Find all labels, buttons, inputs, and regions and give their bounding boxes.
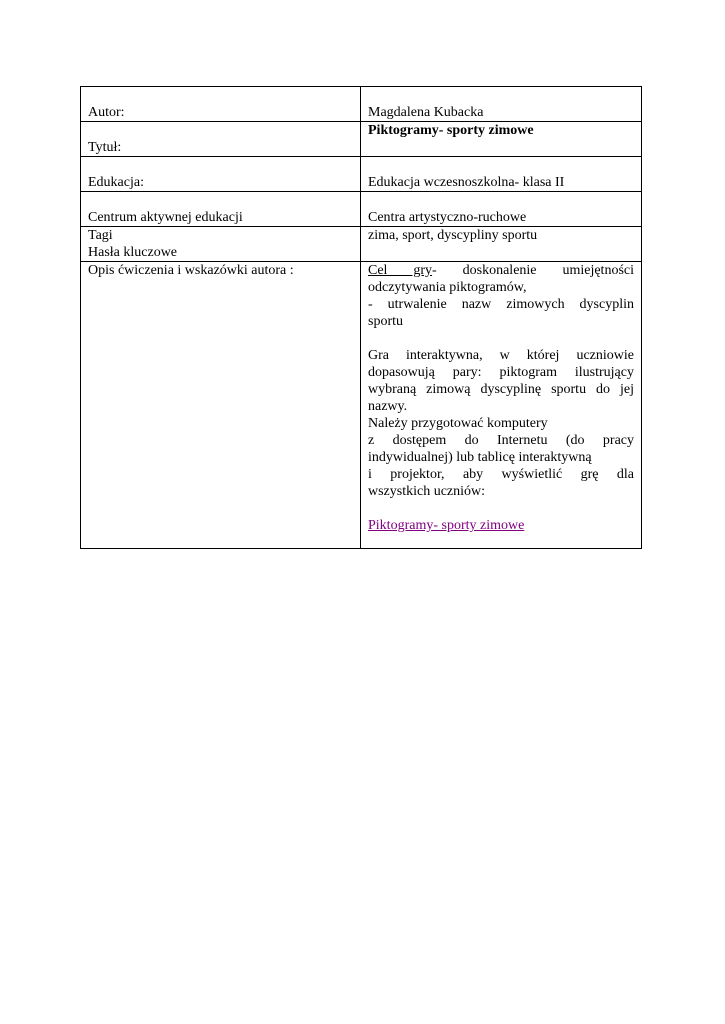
keywords-label: Hasła kluczowe bbox=[88, 245, 178, 260]
title-value: Piktogramy- sporty zimowe bbox=[368, 123, 534, 138]
tags-label: Tagi bbox=[88, 228, 113, 243]
game-line-2: dopasowują pary: piktogram ilustrujący bbox=[368, 365, 634, 380]
game-line-4: nazwy. bbox=[368, 399, 408, 414]
prep-line-3: indywidualnej) lub tablicę interaktywną bbox=[368, 450, 592, 465]
table-row-description bbox=[81, 262, 642, 549]
tags-value-cell bbox=[361, 227, 642, 262]
author-label: Autor: bbox=[88, 105, 125, 120]
tags-label-cell bbox=[81, 227, 361, 262]
table-row-education bbox=[81, 157, 642, 192]
table-row-center bbox=[81, 192, 642, 227]
game-line-3: wybraną zimową dyscyplinę sportu do jej bbox=[368, 382, 634, 397]
description-label: Opis ćwiczenia i wskazówki autora : bbox=[88, 263, 294, 278]
goal-rest: - doskonalenie umiejętności bbox=[432, 263, 634, 278]
prep-line-1: Należy przygotować komputery bbox=[368, 416, 548, 431]
prep-line-4: i projektor, aby wyświetlić grę dla bbox=[368, 467, 634, 482]
title-value-cell bbox=[361, 122, 642, 157]
goal-line-3: - utrwalenie nazw zimowych dyscyplin bbox=[368, 297, 634, 312]
metadata-table bbox=[80, 86, 642, 549]
author-value: Magdalena Kubacka bbox=[368, 105, 484, 120]
center-label: Centrum aktywnej edukacji bbox=[88, 210, 243, 225]
goal-line-1 bbox=[368, 262, 634, 279]
education-label: Edukacja: bbox=[88, 175, 144, 190]
title-label-cell bbox=[81, 122, 361, 157]
paragraph-gap bbox=[368, 500, 634, 517]
author-value-cell bbox=[361, 87, 642, 122]
table-row-author bbox=[81, 87, 642, 122]
center-value-cell bbox=[361, 192, 642, 227]
table-row-title bbox=[81, 122, 642, 157]
prep-line-5: wszystkich uczniów: bbox=[368, 484, 486, 499]
tags-value: zima, sport, dyscypliny sportu bbox=[368, 228, 538, 243]
center-label-cell bbox=[81, 192, 361, 227]
game-link[interactable]: Piktogramy- sporty zimowe bbox=[368, 518, 525, 533]
prep-line-2: z dostępem do Internetu (do pracy bbox=[368, 433, 634, 448]
education-value: Edukacja wczesnoszkolna- klasa II bbox=[368, 175, 565, 190]
game-line-1: Gra interaktywna, w której uczniowie bbox=[368, 348, 634, 363]
education-value-cell bbox=[361, 157, 642, 192]
description-value-cell bbox=[361, 262, 642, 549]
title-label: Tytuł: bbox=[88, 140, 122, 155]
education-label-cell bbox=[81, 157, 361, 192]
author-label-cell bbox=[81, 87, 361, 122]
goal-line-2: odczytywania piktogramów, bbox=[368, 280, 527, 295]
goal-line-4: sportu bbox=[368, 314, 403, 329]
paragraph-gap bbox=[368, 330, 634, 347]
center-value: Centra artystyczno-ruchowe bbox=[368, 210, 527, 225]
table-row-tags bbox=[81, 227, 642, 262]
description-label-cell bbox=[81, 262, 361, 549]
goal-prefix: Cel gry bbox=[368, 263, 433, 278]
